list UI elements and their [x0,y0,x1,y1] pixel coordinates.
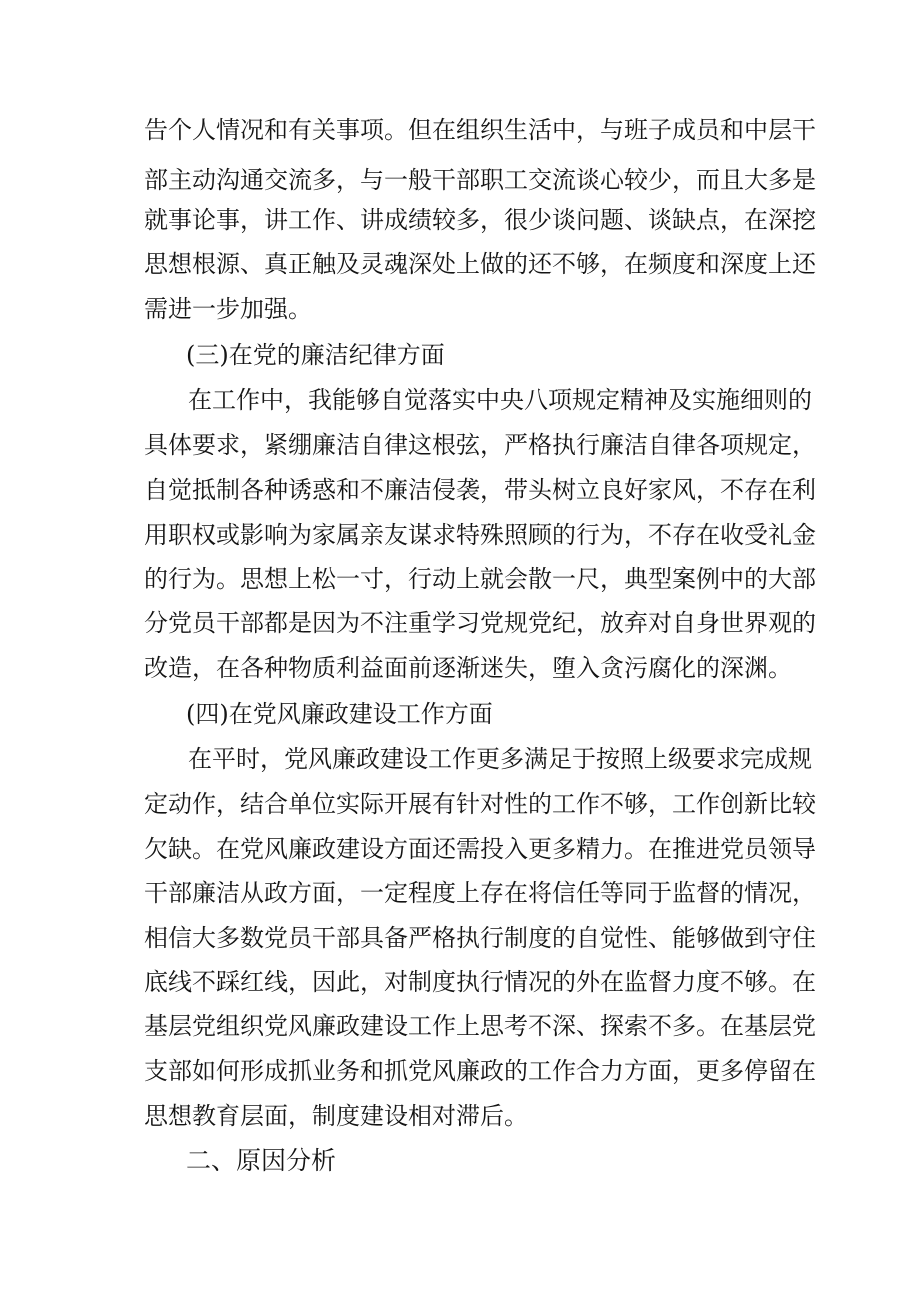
section-4-title: (四)在党风廉政建设工作方面 [186,700,493,728]
section-heading-2: 二、原因分析 [186,1146,337,1175]
paragraph-1-line: 部主动沟通交流多，与一般干部职工交流谈心较少，而且大多是 [144,166,816,194]
section-4-line: 底线不踩红线，因此，对制度执行情况的外在监督力度不够。在 [144,968,816,996]
section-3-line: 分党员干部都是因为不注重学习党规党纪，放弃对自身世界观的 [144,609,816,637]
section-4-line: 在平时，党风廉政建设工作更多满足于按照上级要求完成规 [188,745,812,773]
section-3-line: 改造，在各种物质利益面前逐渐迷失，堕入贪污腐化的深渊。 [144,654,792,682]
paragraph-1-line: 需进一步加强。 [144,295,312,323]
section-3-title: (三)在党的廉洁纪律方面 [186,341,445,369]
paragraph-1-line: 就事论事，讲工作、讲成绩较多，很少谈问题、谈缺点，在深挖 [144,206,816,234]
section-4-line: 欠缺。在党风廉政建设方面还需投入更多精力。在推进党员领导 [144,835,816,863]
section-4-line: 干部廉洁从政方面，一定程度上存在将信任等同于监督的情况， [144,879,816,907]
section-4-line: 定动作，结合单位实际开展有针对性的工作不够，工作创新比较 [144,790,816,818]
section-4-line: 相信大多数党员干部具备严格执行制度的自觉性、能够做到守住 [144,924,816,952]
section-3-line: 用职权或影响为家属亲友谋求特殊照顾的行为，不存在收受礼金 [144,521,816,549]
section-4-line: 思想教育层面，制度建设相对滞后。 [144,1102,528,1130]
section-3-line: 具体要求，紧绷廉洁自律这根弦，严格执行廉洁自律各项规定， [144,431,816,459]
section-4-line: 基层党组织党风廉政建设工作上思考不深、探索不多。在基层党 [144,1012,816,1040]
paragraph-1-line: 思想根源、真正触及灵魂深处上做的还不够，在频度和深度上还 [144,250,816,278]
paragraph-1-line: 告个人情况和有关事项。但在组织生活中，与班子成员和中层干 [144,116,816,144]
section-3-line: 的行为。思想上松一寸，行动上就会散一尺，典型案例中的大部 [144,565,816,593]
section-4-line: 支部如何形成抓业务和抓党风廉政的工作合力方面，更多停留在 [144,1057,816,1085]
section-3-line: 自觉抵制各种诱惑和不廉洁侵袭，带头树立良好家风，不存在利 [144,476,816,504]
section-3-line: 在工作中，我能够自觉落实中央八项规定精神及实施细则的 [188,386,812,414]
